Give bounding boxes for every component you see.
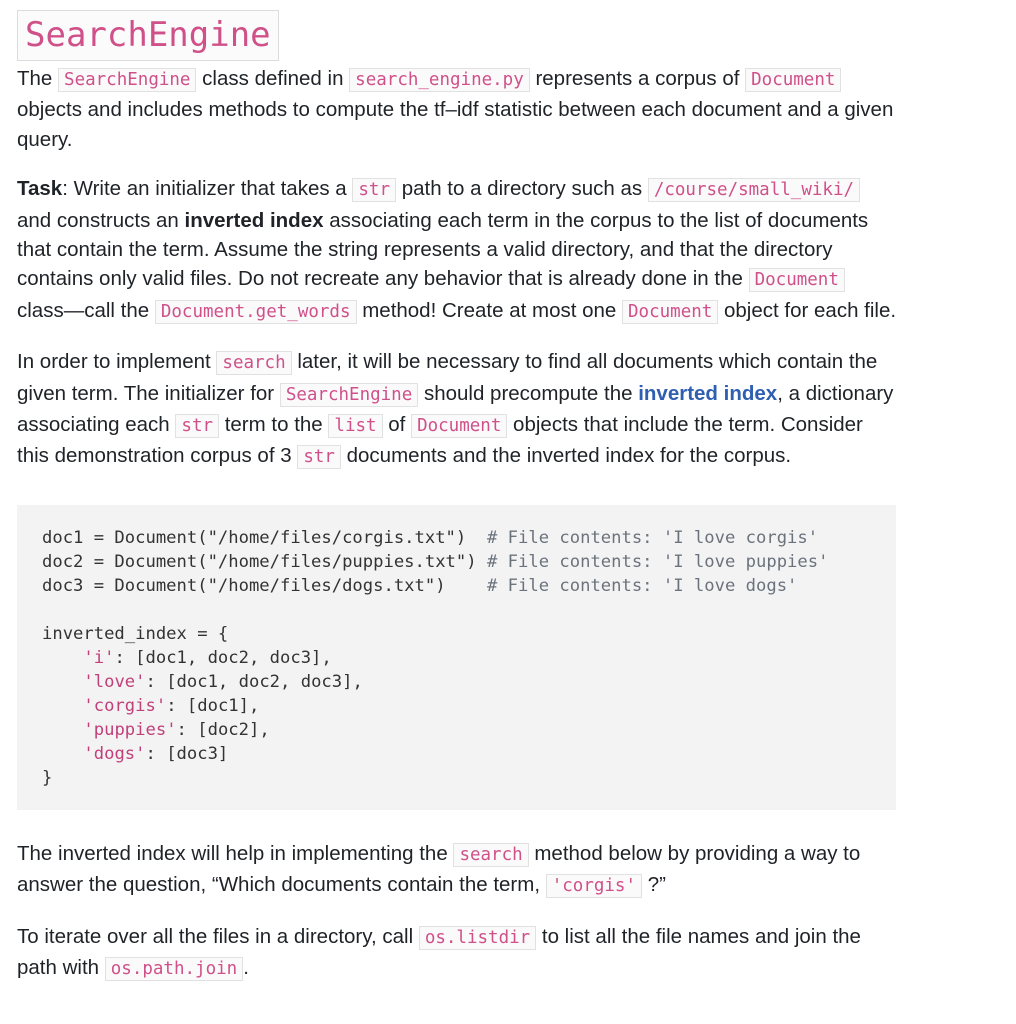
code-text: doc1 = Document("/home/files/corgis.txt") <box>42 527 487 548</box>
text: of <box>382 413 412 437</box>
code-searchengine: SearchEngine <box>280 383 418 407</box>
task-label: Task <box>17 177 63 201</box>
text: In order to implement <box>17 350 217 374</box>
text: objects that include the term. Consider this demonstration corpus of 3 <box>17 413 863 468</box>
code-line <box>42 622 896 646</box>
intro-paragraph <box>17 64 897 154</box>
code-text: : [doc3] <box>145 743 229 764</box>
code-document: Document <box>749 268 845 292</box>
text: later, it will be necessary to find all documents which contain the given term. The initializer for <box>17 350 878 405</box>
code-document: Document <box>411 414 507 438</box>
code-search: search <box>453 843 528 867</box>
code-line <box>42 742 896 766</box>
code-text: : [doc2], <box>176 719 270 740</box>
text: documents and the inverted index for the corpus. <box>340 444 792 468</box>
text: method! Create at most one <box>356 298 623 322</box>
page-title: SearchEngine <box>17 10 279 61</box>
text: objects and includes methods to compute the tf–idf statistic between each document and a given query. <box>17 98 894 151</box>
code-line <box>42 670 896 694</box>
inverted-index-paragraph <box>17 347 897 473</box>
code-str: str <box>352 178 396 202</box>
code-text: inverted_index = { <box>42 623 229 644</box>
bold-inverted-index: inverted index <box>184 208 324 232</box>
code-search: search <box>216 351 291 375</box>
code-line <box>42 766 896 790</box>
text: : Write an initializer that takes a <box>62 177 353 201</box>
code-document: Document <box>745 68 841 92</box>
text: path to a directory such as <box>396 177 648 201</box>
text: The inverted index will help in implementing the <box>17 841 454 865</box>
code-corgis: 'corgis' <box>546 874 642 898</box>
code-line <box>42 526 896 550</box>
listdir-paragraph <box>17 922 897 985</box>
code-text: doc3 = Document("/home/files/dogs.txt") <box>42 575 487 596</box>
code-text: } <box>42 767 53 788</box>
text: , a dictionary associating each <box>17 381 894 437</box>
search-paragraph <box>17 839 897 902</box>
code-list: list <box>328 414 382 438</box>
code-get-words: Document.get_words <box>155 300 357 324</box>
code-searchengine: SearchEngine <box>58 68 196 92</box>
text: class defined in <box>196 67 350 90</box>
code-line <box>42 694 896 718</box>
code-string: 'dogs' <box>83 743 146 764</box>
code-string: 'corgis' <box>83 695 167 716</box>
code-text: doc2 = Document("/home/files/puppies.txt") <box>42 551 487 572</box>
inverted-index-link[interactable]: inverted index <box>638 381 778 405</box>
code-comment: # File contents: 'I love puppies' <box>486 551 829 572</box>
code-filename: search_engine.py <box>349 68 530 92</box>
text: class—call the <box>17 298 155 322</box>
code-str: str <box>297 445 341 469</box>
code-os-listdir: os.listdir <box>419 926 536 950</box>
code-text: : [doc1], <box>166 695 260 716</box>
text: represents a corpus of <box>529 67 746 90</box>
code-string: 'puppies' <box>83 719 177 740</box>
code-comment: # File contents: 'I love dogs' <box>486 575 798 596</box>
text: associating each term in the corpus to the list of documents that contain the term. Assume the string represents a valid directory, and that the directory contains only valid files. Do not recreate any behavior that is already done in the <box>17 208 869 291</box>
text: object for each file. <box>718 298 897 322</box>
code-line <box>42 646 896 670</box>
code-block <box>17 505 896 810</box>
code-str: str <box>175 414 219 438</box>
code-text: : [doc1, doc2, doc3], <box>145 671 363 692</box>
text: and constructs an <box>17 208 185 232</box>
code-document: Document <box>622 300 718 324</box>
code-os-path-join: os.path.join <box>105 957 243 981</box>
text: ?” <box>642 873 666 897</box>
text: to list all the file names and join the path with <box>17 924 861 980</box>
code-string: 'i' <box>83 647 115 668</box>
code-path: /course/small_wiki/ <box>648 178 860 202</box>
text: To iterate over all the files in a directory, call <box>17 924 419 948</box>
code-blank-line <box>42 598 896 622</box>
code-line <box>42 550 896 574</box>
task-paragraph <box>17 174 897 327</box>
text: should precompute the <box>418 381 639 405</box>
text: The <box>17 67 59 90</box>
code-line <box>42 574 896 598</box>
code-string: 'love' <box>83 671 146 692</box>
code-text: : [doc1, doc2, doc3], <box>114 647 332 668</box>
code-line <box>42 718 896 742</box>
text: . <box>243 956 249 980</box>
text: term to the <box>219 413 329 437</box>
text: method below by providing a way to answer the question, “Which documents contain the term, <box>17 841 861 897</box>
code-comment: # File contents: 'I love corgis' <box>486 527 819 548</box>
